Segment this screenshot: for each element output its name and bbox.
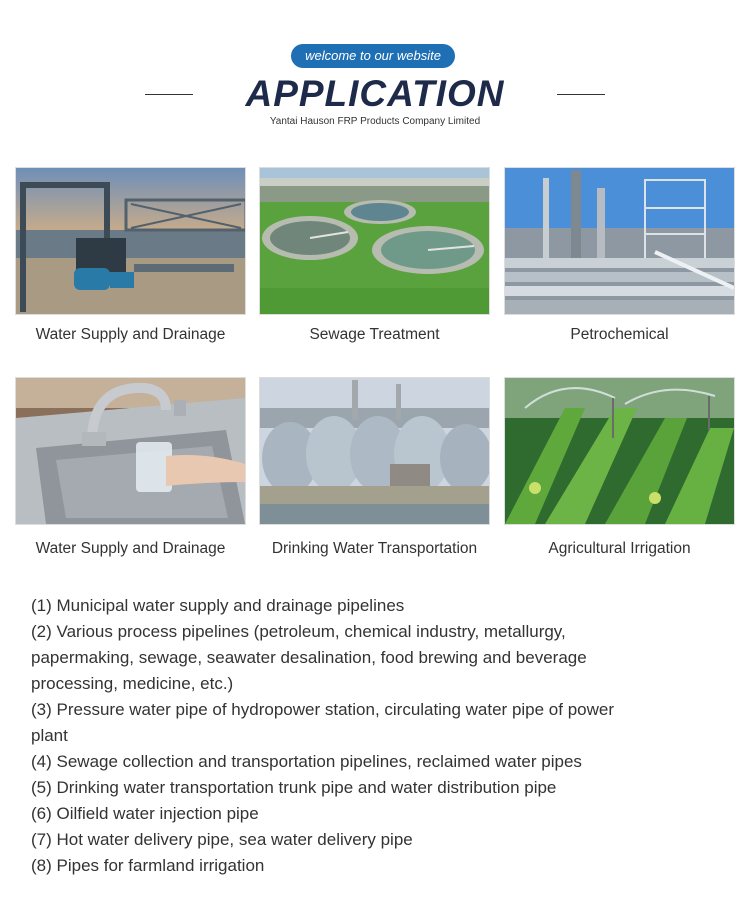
- list-item: (5) Drinking water transportation trunk pipe and water distribution pipe: [31, 778, 557, 797]
- refinery-photo: [505, 168, 734, 314]
- sewage-plant-photo: [260, 168, 489, 314]
- application-label: Water Supply and Drainage: [35, 326, 226, 343]
- application-card-water-supply: [16, 168, 245, 343]
- application-card-kitchen: [16, 378, 245, 557]
- application-label: Sewage Treatment: [309, 326, 440, 343]
- kitchen-faucet-photo: [16, 378, 245, 524]
- list-item: processing, medicine, etc.): [31, 674, 234, 693]
- list-item: papermaking, sewage, seawater desalination, food brewing and beverage: [31, 648, 587, 667]
- welcome-badge: welcome to our website: [291, 44, 455, 68]
- list-item: (2) Various process pipelines (petroleum, chemical industry, metallurgy,: [31, 622, 566, 641]
- application-card-irrigation: [505, 378, 734, 557]
- page-title: APPLICATION: [245, 73, 505, 114]
- application-card-petrochemical: [505, 168, 734, 343]
- list-item: (3) Pressure water pipe of hydropower station, circulating water pipe of power: [31, 700, 615, 719]
- application-card-sewage: [260, 168, 489, 343]
- page-header: [0, 0, 750, 140]
- sprinkler-field-photo: [505, 378, 734, 524]
- list-item: (4) Sewage collection and transportation pipelines, reclaimed water pipes: [31, 752, 582, 771]
- water-tanks-photo: [260, 378, 489, 524]
- list-item: (1) Municipal water supply and drainage pipelines: [31, 596, 405, 615]
- company-name: Yantai Hauson FRP Products Company Limited: [269, 116, 481, 127]
- application-label: Drinking Water Transportation: [271, 540, 478, 557]
- list-item: plant: [31, 726, 68, 745]
- application-label: Petrochemical: [570, 326, 669, 343]
- pump-station-photo: [16, 168, 245, 314]
- list-item: (8) Pipes for farmland irrigation: [31, 856, 265, 875]
- list-item: (7) Hot water delivery pipe, sea water delivery pipe: [31, 830, 413, 849]
- title-rule-right: [557, 94, 605, 95]
- application-label: Agricultural Irrigation: [548, 540, 691, 557]
- application-card-drinking-water: [260, 378, 489, 557]
- application-label: Water Supply and Drainage: [35, 540, 226, 557]
- application-uses-list: [31, 593, 721, 879]
- list-item: (6) Oilfield water injection pipe: [31, 804, 259, 823]
